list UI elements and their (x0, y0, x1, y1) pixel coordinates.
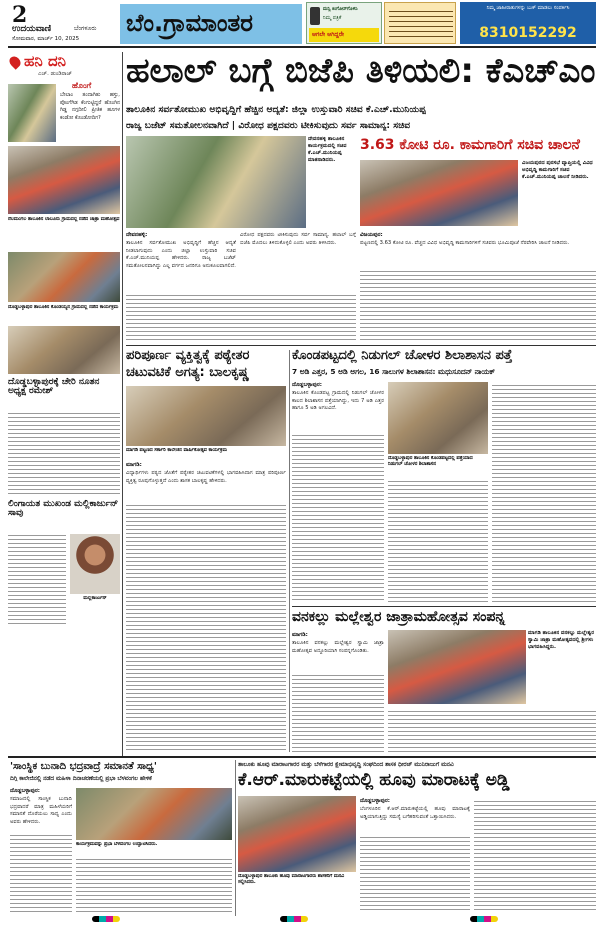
women-headline: 'ಸಾಂಸ್ಥಿಕ ಬುನಾದಿ ಭದ್ರವಾದ್ರೆ ಸಮಾನತೆ ಸಾಧ್ಯ' (10, 762, 157, 772)
ad-right-text: ನಿಮ್ಮ ಜಾಹೀರಾತುಗಳನ್ನು ಬುಕ್ ಮಾಡಲು ಸಂಪರ್ಕಿಸಿ (486, 5, 570, 11)
story2-body (8, 410, 120, 494)
festival-headline: ವನಕಲ್ಲು ಮಲ್ಲೇಶ್ವರ ಜಾತ್ರಾಮಹೋತ್ಸವ ಸಂಪನ್ನ (292, 609, 506, 625)
festival-body-lines (292, 672, 384, 752)
edition-label: ಬೆಂಗಳೂರು (74, 25, 97, 32)
market-body-lines-2 (474, 798, 596, 912)
flame-icon (7, 54, 23, 70)
personality-headline-1: ಪರಿಪೂರ್ಣ ವ್ಯಕ್ತಿತ್ವಕ್ಕೆ ಪಠ್ಯೇತರ (126, 348, 250, 363)
group-photo-caption: ದೊಡ್ಡಬಳ್ಳಾಪುರ ತಾಲೂಕಿನ ಕೊಂಡಯ್ಯನ ಗ್ರಾಮದಲ್ಲಿ ನಡೆದ ಕಾರ್ಯಕ್ರಮ (8, 305, 119, 310)
portrait-photo (70, 534, 120, 594)
masthead-divider (8, 46, 596, 48)
ad-phone-icon (310, 7, 320, 25)
column-brand: ಹನಿ ದನಿ (24, 52, 66, 70)
page-number: 2 (12, 2, 28, 28)
section-divider-3 (8, 756, 596, 758)
lead-photo-caption: ದೇವನಹಳ್ಳಿ ತಾಲೂಕಿನ ಕಾರ್ಯಕ್ರಮದಲ್ಲಿ ಸಚಿವ ಕೆ.ಎಚ್.ಮುನಿಯಪ್ಪ ಮಾತನಾಡಿದರು. (308, 136, 347, 164)
registration-mark-right (470, 916, 498, 922)
temple-photo (8, 146, 120, 214)
hani-dani-badge (8, 52, 120, 80)
section-band (120, 4, 302, 44)
masthead (0, 0, 600, 46)
personality-photo (126, 386, 286, 446)
inscription-headline-1: ಕೊಂಡಪಟ್ಟದಲ್ಲಿ ನಿಡುಗಲ್ ಚೋಳರ ಶಿಲಾಶಾಸನ ಪತ್ತೆ (292, 348, 513, 363)
column-byline: ಎಚ್. ಡುಂಡಿರಾಜ್ (38, 71, 73, 77)
works-photo (360, 160, 518, 226)
works-body-lines (360, 268, 596, 342)
women-photo (76, 788, 232, 840)
mid-column-divider (289, 350, 290, 752)
ad-box-middle (384, 2, 456, 44)
ad-top-line: ಮನ್ಸಿ ಕಿಂಗೋಸ್‌ಗೊಳಿಸಿ (323, 7, 358, 12)
women-photo-caption: ಕಾರ್ಯಕ್ರಮವನ್ನು ಪ್ರಭಾ ಬೆಳವಂಗಲ ಉದ್ಘಾಟಿಸಿದರು. (76, 842, 158, 847)
market-dateline: ದೊಡ್ಡಬಳ್ಳಾಪುರ: (360, 798, 390, 804)
date-line: ಸೋಮವಾರ, ಮಾರ್ಚ್ 10, 2025 (12, 36, 80, 42)
festival-side-caption: ಮಾಗಡಿ ತಾಲೂಕಿನ ವನಕಲ್ಲು ಮಲ್ಲೇಶ್ವರ ಸ್ವಾಮಿ ಜಾತ್ರಾ ಮಹೋತ್ಸವದಲ್ಲಿ ಶ್ರೀಗಳು ಭಾಗವಹಿಸಿದ್ದರು. (528, 630, 595, 651)
women-dateline: ದೊಡ್ಡಬಳ್ಳಾಪುರ: (10, 788, 40, 794)
registration-mark-left (92, 916, 120, 922)
lead-body-2: ವಿರೋಧ ಪಕ್ಷದವರು ಟೀಕಿಸುವುದು ಸರ್ವ ಸಾಮಾನ್ಯ. ಹಲಾಲ್ ಬಗ್ಗೆ ಬಿಜೆಪಿ ಮೊದಲು ತಿಳಿದುಕೊಳ್ಳಲಿ ಎಂದು ಅವರು ತಿಳಿಸಿದರು. (240, 232, 356, 246)
inscription-body-lines-mid (388, 478, 488, 602)
portrait-caption: ಮಲ್ಲಿಕಾರ್ಜುನ್ (83, 596, 107, 601)
market-body: ಬೆಂಗಳೂರಿನ ಕೆ.ಆರ್.ಮಾರುಕಟ್ಟೆಯಲ್ಲಿ ಹೂವು ಮಾರಾಟಕ್ಕೆ ಅಡ್ಡಿಯಾಗುತ್ತಿದ್ದು ಸಮಸ್ಯೆ ಬಗೆಹರಿಸುವಂತೆ ಒತ್ತಾಯಿಸಿದರು. (360, 806, 470, 820)
story3-headline: ಲಿಂಗಾಯತ ಮುಖಂಡ ಮಲ್ಲಿಕಾರ್ಜುನ್ ಸಾವು (8, 499, 119, 519)
lead-subhead-2: ರಾಜ್ಯ ಬಜೆಟ್ ಸಮತೋಲನವಾಗಿದೆ | ವಿರೋಧ ಪಕ್ಷದವರು ಟೀಕಿಸುವುದು ಸರ್ವ ಸಾಮಾನ್ಯ: ಸಚಿವ (126, 120, 411, 131)
ad-box-center (306, 2, 382, 44)
lead-subhead-1: ತಾಲೂಕಿನ ಸರ್ವತೋಮುಖ ಅಭಿವೃದ್ಧಿಗೆ ಹೆಚ್ಚಿನ ಆದ್ಯತೆ: ಜಿಲ್ಲಾ ಉಸ್ತುವಾರಿ ಸಚಿವ ಕೆ.ಎಚ್.ಮುನಿಯಪ್ಪ (126, 104, 426, 115)
inscription-body: ತಾಲೂಕಿನ ಕೊಂಡಪಟ್ಟ ಗ್ರಾಮದಲ್ಲಿ ನಿಡುಗಲ್ ಚೋಳರ ಕಾಲದ ಶಿಲಾಶಾಸನ ಪತ್ತೆಯಾಗಿದ್ದು, ಇದು 7 ಅಡಿ ಎತ್ತರ ಹಾಗೂ 5 ಅಡಿ ಅಗಲವಿದೆ. (292, 390, 384, 412)
bottom-column-divider (235, 760, 236, 916)
temple-photo-caption: ನೆಲಮಂಗಲ ತಾಲೂಕಿನ ಲಾಲೂರು ಗ್ರಾಮದಲ್ಲಿ ನಡೆದ ಜಾತ್ರಾ ಮಹೋತ್ಸವ (8, 217, 120, 222)
group-photo (8, 252, 120, 302)
lead-dateline: ದೇವನಹಳ್ಳಿ: (126, 232, 148, 238)
works-side-caption: ವಿಜಯಪುರದ ಪುರಸಭೆ ವ್ಯಾಪ್ತಿಯಲ್ಲಿ ವಿವಿಧ ಅಭಿವೃದ್ಧಿ ಕಾಮಗಾರಿಗೆ ಸಚಿವ ಕೆ.ಎಚ್.ಮುನಿಯಪ್ಪ ಚಾಲನೆ ನೀಡಿದರು. (522, 160, 593, 181)
inscription-body-lines-right (492, 382, 596, 602)
lead-headline: ಹಲಾಲ್ ಬಗ್ಗೆ ಬಿಜೆಪಿ ತಿಳಿಯಲಿ: ಕೆಎಚ್‌ಎಂ (126, 51, 596, 91)
left-column-divider (122, 52, 123, 758)
market-photo (238, 796, 356, 872)
market-photo-caption: ದೊಡ್ಡಬಳ್ಳಾಪುರ ತಾಲೂಕು ಹೂವು ಮಾರಾಟಗಾರರು ಶಾಸಕರಿಗೆ ಮನವಿ ಸಲ್ಲಿಸಿದರು. (238, 874, 345, 886)
women-subhead: ದಿಗ್ಗಿ ಕಾಲೇಜಿನಲ್ಲಿ ನಡೆದ ಮಹಿಳಾ ದಿನಾಚರಣೆಯಲ್ಲಿ ಪ್ರಭಾ ಬೆಳವಂಗಲ ಹೇಳಿಕೆ (10, 776, 152, 782)
works-dateline: ವಿಜಯಪುರ: (360, 232, 383, 238)
ad-yellow-banner (309, 28, 379, 42)
story3-body (8, 532, 66, 624)
poem-title: ಹೊಂಗೆ (72, 81, 92, 90)
personality-dateline: ಮಾಗಡಿ: (126, 462, 142, 468)
ad-top-brand: ನಿಮ್ಮ ಪತ್ರಿಕೆ (323, 15, 342, 21)
section-divider-2 (292, 606, 596, 607)
section-divider-1 (126, 345, 596, 346)
story2-headline: ದೊಡ್ಡಬಳ್ಳಾಪುರಕ್ಕೆ ಚೇರಿ ನೂತನ ಅಧ್ಯಕ್ಷ ರಮೇಶ್ (8, 377, 100, 397)
inscription-headline-2: 7 ಅಡಿ ಎತ್ತರ, 5 ಅಡಿ ಅಗಲ, 16 ಸಾಲುಗಳ ಶಿಲಾಶಾಸನ: ಮಧುಸೂದನ್‌ ನಾಯಕ್ (292, 367, 496, 376)
works-headline: 3.63 ಕೋಟಿ ರೂ. ಕಾಮಗಾರಿಗೆ ಸಚಿವ ಚಾಲನೆ (360, 137, 580, 153)
festival-dateline: ಮಾಗಡಿ: (292, 632, 308, 638)
market-body-lines (360, 834, 470, 912)
ad-box-right (460, 2, 596, 44)
inscription-body-lines-left (292, 432, 384, 602)
women-body: ಸಮಾಜದಲ್ಲಿ ಸಾಂಸ್ಥಿಕ ಬುನಾದಿ ಭದ್ರವಾದರೆ ಮಾತ್ರ ಮಹಿಳೆಯರಿಗೆ ಸಮಾನತೆ ದೊರೆಯಲು ಸಾಧ್ಯ ಎಂದು ಅವರು ಹೇಳಿದರು. (10, 796, 72, 825)
poem-flower-photo (8, 84, 56, 142)
personality-headline-2: ಚಟುವಟಿಕೆ ಅಗತ್ಯ: ಬಾಲಕೃಷ್ಣ (126, 365, 250, 380)
works-headline-band (360, 136, 596, 158)
personality-photo-caption: ಮಾಗಡಿ ಪಟ್ಟಣದ ಸರ್ಕಾರಿ ಕಾಲೇಜಿನ ವಾರ್ಷಿಕೋತ್ಸವ ಕಾರ್ಯಕ್ರಮ (126, 448, 227, 453)
paper-name: ಉದಯವಾಣಿ (12, 24, 52, 34)
works-body: ಪಟ್ಟಣದಲ್ಲಿ 3.63 ಕೋಟಿ ರೂ. ವೆಚ್ಚದ ವಿವಿಧ ಅಭಿವೃದ್ಧಿ ಕಾಮಗಾರಿಗಳಿಗೆ ಸಚಿವರು ಭೂಮಿಪೂಜೆ ನೆರವೇರಿಸಿ ಚಾಲನೆ ನೀಡಿದರು. (360, 240, 570, 246)
section-title: ಬೆಂ.ಗ್ರಾಮಾಂತರ (126, 9, 253, 37)
meeting-photo (8, 326, 120, 374)
lead-body-1: ತಾಲೂಕಿನ ಸರ್ವತೋಮುಖ ಅಭಿವೃದ್ಧಿಗೆ ಹೆಚ್ಚಿನ ಆದ್ಯತೆ ನೀಡಲಾಗುವುದು ಎಂದು ಜಿಲ್ಲಾ ಉಸ್ತುವಾರಿ ಸಚಿವ ಕೆ.ಎಚ್.ಮುನಿಯಪ್ಪ ಹೇಳಿದರು. ರಾಜ್ಯ ಬಜೆಟ್ ಸಮತೋಲನವಾಗಿದ್ದು ಎಲ್ಲ ವರ್ಗದ ಜನರಿಗೂ ಅನುಕೂಲವಾಗಲಿದೆ. (126, 240, 236, 269)
market-kicker: ತಾಲೂಕು ಹೂವು ಮಾರಾಟಗಾರರ ಮತ್ತು ಬೆಳೆಗಾರರ ಕ್ಷೇಮಾಭಿವೃದ್ಧಿ ಸಂಘದಿಂದ ಶಾಸಕ ಧೀರಜ್ ಮುನಿರಾಜುಗೆ ಮನವಿ (238, 762, 454, 768)
festival-body-lines-2 (388, 708, 596, 752)
festival-body: ತಾಲೂಕಿನ ವನಕಲ್ಲು ಮಲ್ಲೇಶ್ವರ ಸ್ವಾಮಿ ಜಾತ್ರಾ ಮಹೋತ್ಸವ ಅದ್ದೂರಿಯಾಗಿ ಸಂಪನ್ನಗೊಂಡಿತು. (292, 640, 384, 654)
ad-phone-number: 8310152292 (479, 25, 577, 41)
ad-middle-lines (389, 7, 453, 41)
inscription-photo (388, 382, 488, 454)
personality-body-lines (126, 502, 286, 752)
lead-body-lines (126, 292, 356, 342)
poem-text: ಬೇಲಾಂ ತಂದಾಗಿತು ಹಸ್ತು, ಪೊಂಗೆಗಿಡ ಕೆಂಗುಟ್ಟಿದ್ದರೆ ಹೊಂಗಿನ ಗಿಡ್ಡ ನಗ್ಗದೀಲಿ ಪ್ರೀತಿಕ ಹೂಗಳ ಕಂಡೋ ಕೊಂಡೋದಿಗ? (60, 92, 120, 122)
lead-photo (126, 136, 306, 228)
inscription-photo-caption: ದೊಡ್ಡಬಳ್ಳಾಪುರ ತಾಲೂಕಿನ ಕೊಂಡಪಟ್ಟದಲ್ಲಿ ಪತ್ತೆಯಾದ ನಿಡುಗಲ್ ಚೋಳರ ಶಿಲಾಶಾಸನ (388, 456, 473, 468)
women-body-lines-2 (76, 856, 232, 912)
inscription-dateline: ದೊಡ್ಡಬಳ್ಳಾಪುರ: (292, 382, 322, 388)
festival-photo (388, 630, 526, 704)
ad-yellow-text: ಆಗಲೇ ಆಗಿದ್ದರೇ (312, 31, 344, 38)
market-headline: ಕೆ.ಆರ್.ಮಾರುಕಟ್ಟೆಯಲ್ಲಿ ಹೂವು ಮಾರಾಟಕ್ಕೆ ಅಡ್ಡಿ (238, 770, 510, 790)
personality-body: ವಿದ್ಯಾರ್ಥಿಗಳು ಪಠ್ಯದ ಜೊತೆಗೆ ಪಠ್ಯೇತರ ಚಟುವಟಿಕೆಗಳಲ್ಲಿ ಭಾಗವಹಿಸಿದಾಗ ಮಾತ್ರ ಪರಿಪೂರ್ಣ ವ್ಯಕ್ತಿತ್ವ ರೂಪುಗೊಳ್ಳುತ್ತದೆ ಎಂದು ಶಾಸಕ ಬಾಲಕೃಷ್ಣ ಹೇಳಿದರು. (126, 470, 286, 484)
registration-mark-mid (280, 916, 308, 922)
women-body-lines (10, 832, 72, 912)
